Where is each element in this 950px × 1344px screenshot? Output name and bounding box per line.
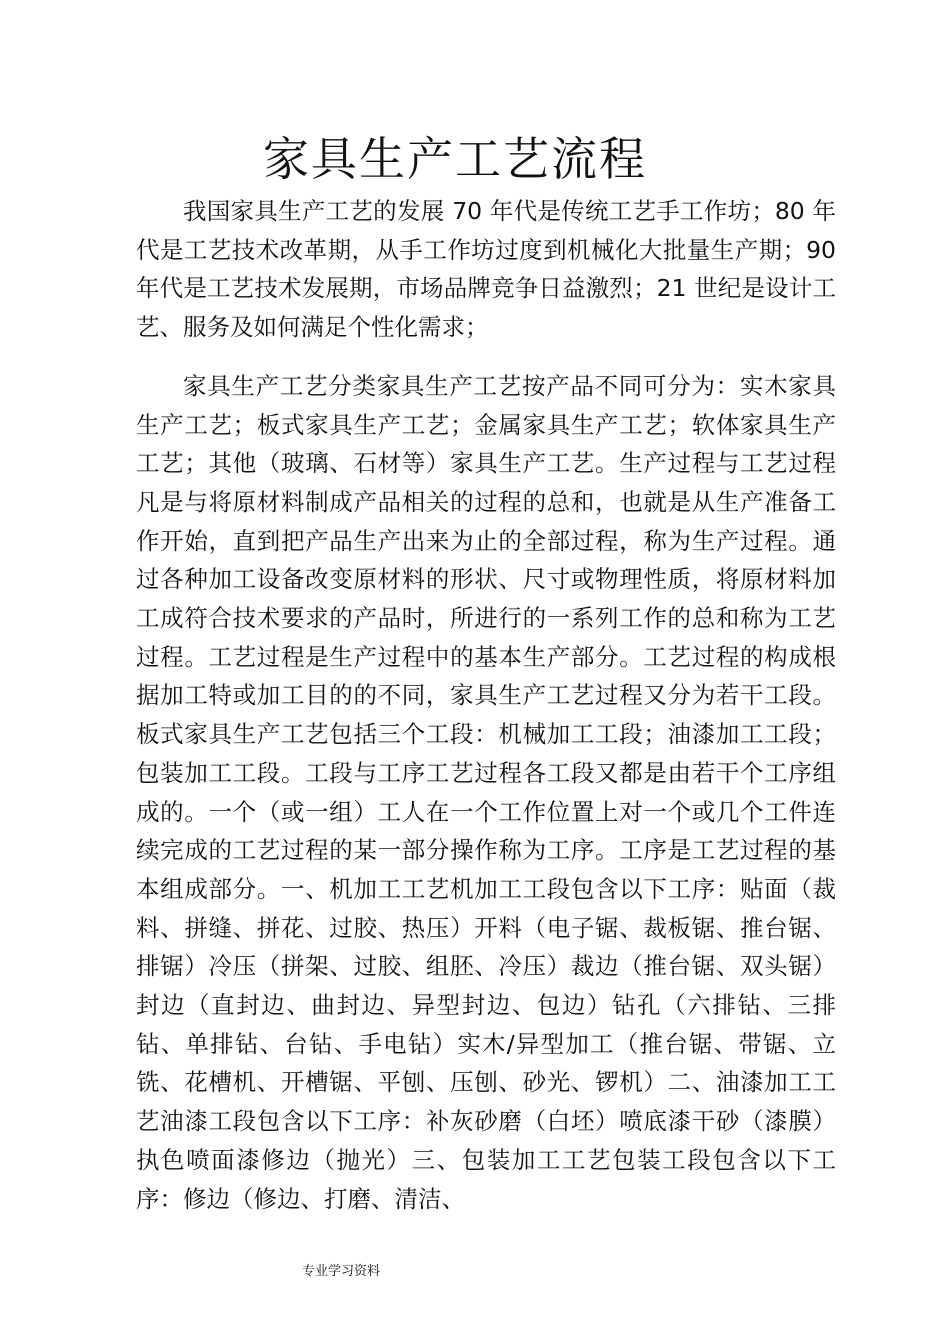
document-body (136, 192, 836, 1238)
page-footer: 专业学习资料 (302, 1264, 381, 1279)
paragraph-process: 家具生产工艺分类家具生产工艺按产品不同可分为：实木家具生产工艺；板式家具生产工艺；金属家具生产工艺；软体家具生产工艺；其他（玻璃、石材等）家具生产工艺。生产过程与工艺过程凡是与将原材料制成产品相关的过程的总和，也就是从生产准备工作开始，直到把产品生产出来为止的全部过程，称为生产过程。通过各种加工设备改变原材料的形状、尺寸或物理性质，将原材料加工成符合技术要求的产品时，所进行的一系列工作的总和称为工艺过程。工艺过程是生产过程中的基本生产部分。工艺过程的构成根据加工特或加工目的的不同，家具生产工艺过程又分为若干工段。板式家具生产工艺包括三个工段：机械加工工段；油漆加工工段；包装加工工段。工段与工序工艺过程各工段又都是由若干个工序组成的。一个（或一组）工人在一个工作位置上对一个或几个工件连续完成的工艺过程的某一部分操作称为工序。工序是工艺过程的基本组成部分。一、机加工工艺机加工工段包含以下工序：贴面（裁料、拼缝、拼花、过胶、热压）开料（电子锯、裁板锯、推台锯、排锯）冷压（拼架、过胶、组胚、冷压）裁边（推台锯、双头锯）封边（直封边、曲封边、异型封边、包边）钻孔（六排钻、三排钻、单排钻、台钻、手电钻）实木/异型加工（推台锯、带锯、立铣、花槽机、开槽锯、平刨、压刨、砂光、锣机）二、油漆加工工艺油漆工段包含以下工序：补灰砂磨（白坯）喷底漆干砂（漆膜）执色喷面漆修边（抛光）三、包装加工工艺包装工段包含以下工序：修边（修边、打磨、清洁、 (136, 371, 836, 1213)
document-title: 家具生产工艺流程 (263, 131, 647, 186)
paragraph-history: 我国家具生产工艺的发展 70 年代是传统工艺手工作坊；80 年代是工艺技术改革期，从手工作坊过度到机械化大批量生产期；90 年代是工艺技术发展期，市场品牌竞争日益激烈；21 世纪是设计工艺、服务及如何满足个性化需求； (136, 197, 836, 342)
